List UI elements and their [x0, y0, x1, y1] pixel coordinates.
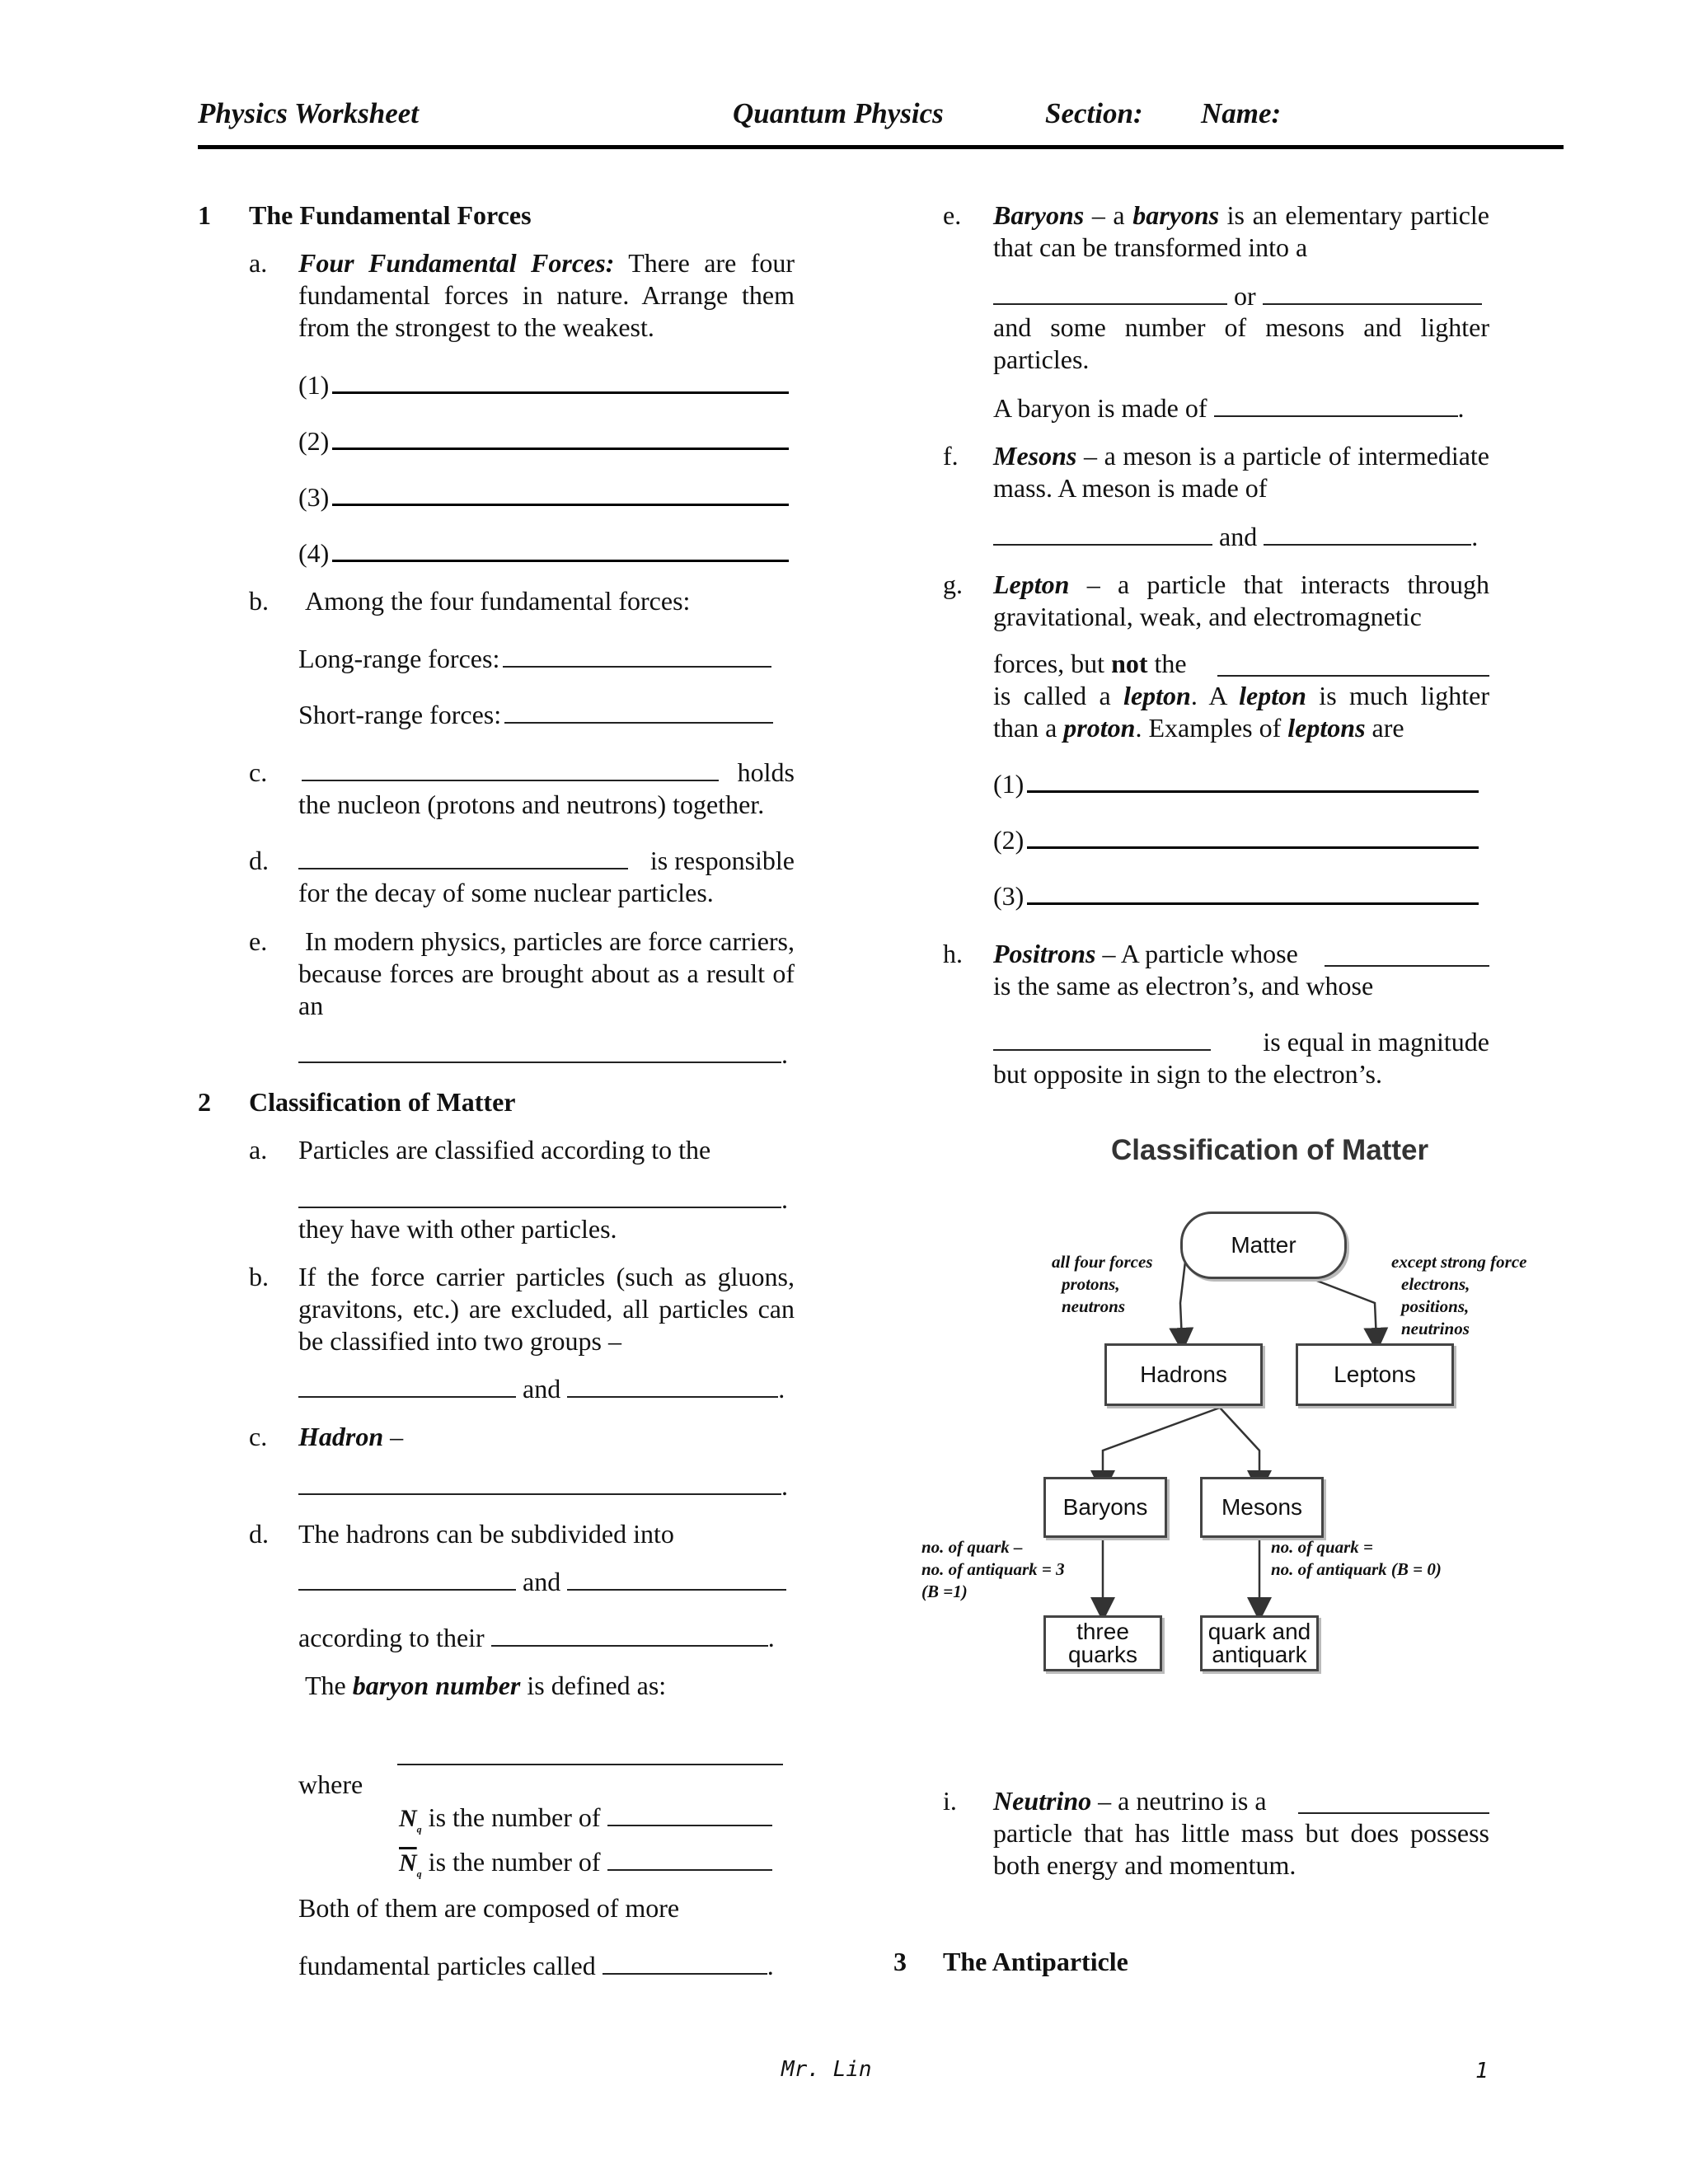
node-leptons: Leptons	[1296, 1343, 1454, 1406]
item-h-text: – A particle whose	[1095, 939, 1298, 968]
long-range-label: Long-range forces:	[298, 644, 500, 673]
item-1d-letter: d.	[249, 846, 269, 875]
item-f-and: and	[1219, 522, 1258, 551]
blank-two-groups[interactable]	[298, 1373, 785, 1405]
item-1c-holds: holds	[737, 757, 795, 787]
note-baryon-line2: no. of antiquark = 3	[921, 1559, 1065, 1579]
node-baryons: Baryons	[1043, 1477, 1167, 1538]
note-meson-line2: no. of antiquark (B = 0)	[1271, 1559, 1442, 1579]
blank-baryon-made-of[interactable]	[993, 392, 1465, 424]
item-i-text2: particle that has little mass but does possess both energy and momentum.	[993, 1818, 1489, 1880]
term-baryons: Baryons	[993, 200, 1085, 230]
item-h-line4: but opposite in sign to the electron’s.	[993, 1059, 1382, 1089]
term-baryons-2: baryons	[1132, 200, 1220, 230]
item-1d-responsible: is responsible	[649, 846, 795, 875]
note-baryon-line3: (B =1)	[921, 1582, 968, 1601]
blank-force-3[interactable]	[298, 481, 789, 513]
note-except-strong	[1391, 1251, 1526, 1340]
item-f-period: .	[1471, 522, 1479, 551]
item-1e-period: .	[781, 1039, 788, 1069]
item-g-lighter: is much lighter than a	[993, 681, 1490, 743]
item-2a-text2: they have with other particles.	[298, 1214, 617, 1244]
item-1d-line1	[298, 845, 795, 877]
item-1e-text: In modern physics, particles are force carriers, because forces are brought about as a result of an	[298, 926, 795, 1020]
note-all-forces-line1: all four forces	[1052, 1252, 1153, 1272]
item-f-text	[993, 440, 1489, 504]
item-1c-letter: c.	[249, 757, 268, 787]
item-g-examples: . Examples of	[1135, 713, 1288, 743]
term-baryon-number: baryon number	[352, 1671, 521, 1700]
item-1a-letter: a.	[249, 248, 268, 278]
symbol-nq-sub: q	[416, 1823, 422, 1835]
item-f-letter: f.	[943, 441, 959, 471]
item-h-line2: is the same as electron’s, and whose	[993, 971, 1374, 1001]
blank-positron-mass[interactable]	[1325, 964, 1489, 967]
item-2d-letter: d.	[249, 1519, 269, 1549]
item-i-text: – a neutrino is a	[1091, 1786, 1267, 1816]
item-1e-letter: e.	[249, 926, 268, 956]
footer-author: Mr. Lin	[781, 2057, 872, 2082]
item-2a-period: .	[781, 1184, 788, 1214]
item-2d-and: and	[523, 1567, 561, 1596]
header-name-label: Name:	[1201, 97, 1282, 129]
item-g-forces-post: the	[1147, 649, 1187, 678]
item-2b-letter: b.	[249, 1262, 269, 1291]
blank-lepton-1-label: (1)	[993, 769, 1025, 799]
item-2d-according: according to their	[298, 1623, 485, 1652]
item-e-period: .	[1457, 393, 1465, 423]
blank-force-2-label: (2)	[298, 426, 330, 456]
term-hadron: Hadron	[298, 1422, 384, 1451]
item-f-body: – a meson is a particle of intermediate mass. A meson is made of	[993, 441, 1489, 503]
blank-hadron-definition[interactable]	[298, 1470, 788, 1502]
blank-short-range[interactable]	[298, 699, 773, 731]
blank-lepton-1[interactable]	[993, 768, 1479, 800]
item-2c-letter: c.	[249, 1422, 268, 1451]
item-2d-fund: fundamental particles called	[298, 1951, 596, 1980]
item-i-line1	[993, 1785, 1489, 1817]
item-1a-body: There are four fundamental forces in nature. Arrange them from the strongest to the weakest.	[298, 248, 795, 342]
item-1c-line2: the nucleon (protons and neutrons) together.	[298, 790, 765, 819]
item-1a-text	[298, 247, 795, 344]
blank-baryon-transform[interactable]	[993, 280, 1489, 312]
item-g-letter: g.	[943, 569, 963, 599]
item-1d-line2: for the decay of some nuclear particles.	[298, 878, 714, 907]
item-1b-letter: b.	[249, 586, 269, 616]
blank-strong-force[interactable]	[302, 779, 719, 781]
footer-page-number: 1	[1475, 2059, 1489, 2083]
blank-force-1[interactable]	[298, 369, 789, 401]
item-2b-and: and	[523, 1374, 561, 1404]
term-lepton-2: lepton	[1123, 681, 1191, 710]
blank-lepton-3[interactable]	[993, 880, 1479, 912]
node-mesons: Mesons	[1200, 1477, 1324, 1538]
node-hadrons: Hadrons	[1104, 1343, 1263, 1406]
term-proton: proton	[1063, 713, 1136, 743]
note-baryon-quarks	[921, 1536, 1065, 1603]
item-g-called-pre: is called a	[993, 681, 1124, 710]
item-g-called	[993, 680, 1489, 744]
note-except-line1: except strong force	[1391, 1252, 1527, 1272]
item-e-dash: – a	[1084, 200, 1133, 230]
section-2-title: Classification of Matter	[249, 1087, 516, 1117]
node-matter: Matter	[1180, 1212, 1347, 1279]
item-2d-period: .	[767, 1623, 775, 1652]
blank-weak-force[interactable]	[298, 867, 628, 869]
item-2c-text	[298, 1421, 403, 1453]
blank-exchange[interactable]	[298, 1038, 788, 1071]
item-e-body: is an elementary particle that can be transformed into a	[993, 200, 1490, 262]
term-positrons: Positrons	[993, 939, 1096, 968]
blank-interaction[interactable]	[298, 1183, 788, 1216]
diagram-title: Classification of Matter	[1111, 1134, 1429, 1166]
term-mesons: Mesons	[993, 441, 1077, 471]
blank-baryon-formula[interactable]	[397, 1764, 783, 1765]
section-1-title: The Fundamental Forces	[249, 200, 532, 230]
item-2a-text: Particles are classified according to the	[298, 1135, 711, 1165]
section-3-number: 3	[893, 1947, 907, 1976]
item-2d-fund-period: .	[767, 1951, 774, 1980]
item-h-letter: h.	[943, 939, 963, 968]
item-e-letter: e.	[943, 200, 962, 230]
item-e-text2: and some number of mesons and lighter particles.	[993, 312, 1489, 374]
item-g-text	[993, 569, 1489, 633]
item-h-line1	[993, 938, 1489, 970]
blank-force-2[interactable]	[298, 425, 789, 457]
item-2d-text: The hadrons can be subdivided into	[298, 1519, 674, 1549]
blank-lepton-2-label: (2)	[993, 825, 1025, 855]
item-e-made: A baryon is made of	[993, 393, 1207, 423]
blank-force-4-label: (4)	[298, 538, 330, 568]
nq-text: is the number of	[428, 1802, 601, 1832]
header-rule	[198, 145, 1564, 149]
item-2b-period: .	[778, 1374, 785, 1404]
item-g-not: not	[1111, 649, 1148, 678]
item-1c-line1	[302, 757, 795, 789]
item-2c-dash: –	[383, 1422, 404, 1451]
blank-hadron-subgroups[interactable]	[298, 1566, 786, 1598]
baryon-pre: The	[305, 1671, 353, 1700]
blank-meson-made-of[interactable]	[993, 521, 1478, 553]
node-three-quarks: three quarks	[1043, 1615, 1162, 1671]
note-all-forces	[1052, 1251, 1153, 1318]
term-leptons: leptons	[1287, 713, 1366, 743]
term-lepton-3: lepton	[1239, 681, 1306, 710]
note-meson-quarks	[1271, 1536, 1442, 1581]
item-g-forces-line	[993, 648, 1489, 680]
symbol-nq: N	[399, 1805, 417, 1832]
blank-quark-content[interactable]	[298, 1622, 775, 1654]
blank-long-range[interactable]	[298, 643, 771, 675]
item-e-text	[993, 199, 1489, 264]
item-2d-both: Both of them are composed of more	[298, 1893, 680, 1923]
item-g-forces-pre: forces, but	[993, 649, 1112, 678]
item-2c-period: .	[781, 1471, 788, 1501]
header-topic: Quantum Physics	[733, 97, 944, 129]
header-worksheet-title: Physics Worksheet	[198, 97, 420, 129]
blank-force-1-label: (1)	[298, 370, 330, 400]
blank-lepton-3-label: (3)	[993, 881, 1025, 911]
term-four-forces: Four Fundamental Forces:	[298, 248, 615, 278]
note-meson-line1: no. of quark =	[1271, 1537, 1373, 1557]
item-2d-where: where	[298, 1769, 363, 1799]
baryon-post: is defined as:	[520, 1671, 667, 1700]
item-g-body: – a particle that interacts through gravitational, weak, and electromagnetic	[993, 569, 1489, 631]
note-all-forces-line3: neutrons	[1062, 1296, 1126, 1316]
item-h-text3: is equal in magnitude	[1263, 1027, 1489, 1057]
nq-bar-text: is the number of	[428, 1847, 601, 1877]
header-section-label: Section:	[1045, 97, 1143, 129]
node-quark-antiquark: quark and antiquark	[1200, 1615, 1319, 1671]
note-except-line3: positions,	[1401, 1296, 1470, 1316]
section-2-number: 2	[198, 1087, 211, 1117]
blank-fundamental-particles[interactable]	[298, 1950, 774, 1982]
short-range-label: Short-range forces:	[298, 700, 502, 729]
note-all-forces-line2: protons,	[1062, 1274, 1120, 1294]
blank-force-3-label: (3)	[298, 482, 330, 512]
term-neutrino: Neutrino	[993, 1786, 1092, 1816]
blank-lepton-2[interactable]	[993, 824, 1479, 856]
blank-nq-quarks[interactable]	[399, 1802, 772, 1845]
blank-positron-charge[interactable]	[993, 1048, 1211, 1051]
item-h-line3	[993, 1026, 1489, 1058]
section-3-title: The Antiparticle	[943, 1947, 1128, 1976]
item-2b-text: If the force carrier particles (such as gluons, gravitons, etc.) are excluded, all particles can be classified into two groups –	[298, 1262, 795, 1356]
symbol-nq-bar-sub: q	[416, 1868, 422, 1880]
symbol-nq-bar: $\overline{N}$	[399, 1849, 417, 1877]
item-e-or: or	[1234, 281, 1256, 311]
item-2a-letter: a.	[249, 1135, 268, 1165]
item-2d-baryon-number	[305, 1670, 666, 1702]
item-i-letter: i.	[943, 1786, 957, 1816]
note-except-line4: neutrinos	[1401, 1319, 1470, 1338]
section-1-number: 1	[198, 200, 211, 230]
note-baryon-line1: no. of quark –	[921, 1537, 1023, 1557]
item-1b-text: Among the four fundamental forces:	[305, 586, 691, 616]
item-g-are: are	[1365, 713, 1404, 743]
blank-force-4[interactable]	[298, 537, 789, 569]
term-lepton: Lepton	[993, 569, 1070, 599]
item-g-called-mid: . A	[1190, 681, 1240, 710]
blank-nq-antiquarks[interactable]	[399, 1846, 772, 1890]
note-except-line2: electrons,	[1401, 1274, 1470, 1294]
blank-strong-interaction[interactable]	[1217, 674, 1489, 677]
blank-neutrino-charge[interactable]	[1298, 1811, 1489, 1814]
